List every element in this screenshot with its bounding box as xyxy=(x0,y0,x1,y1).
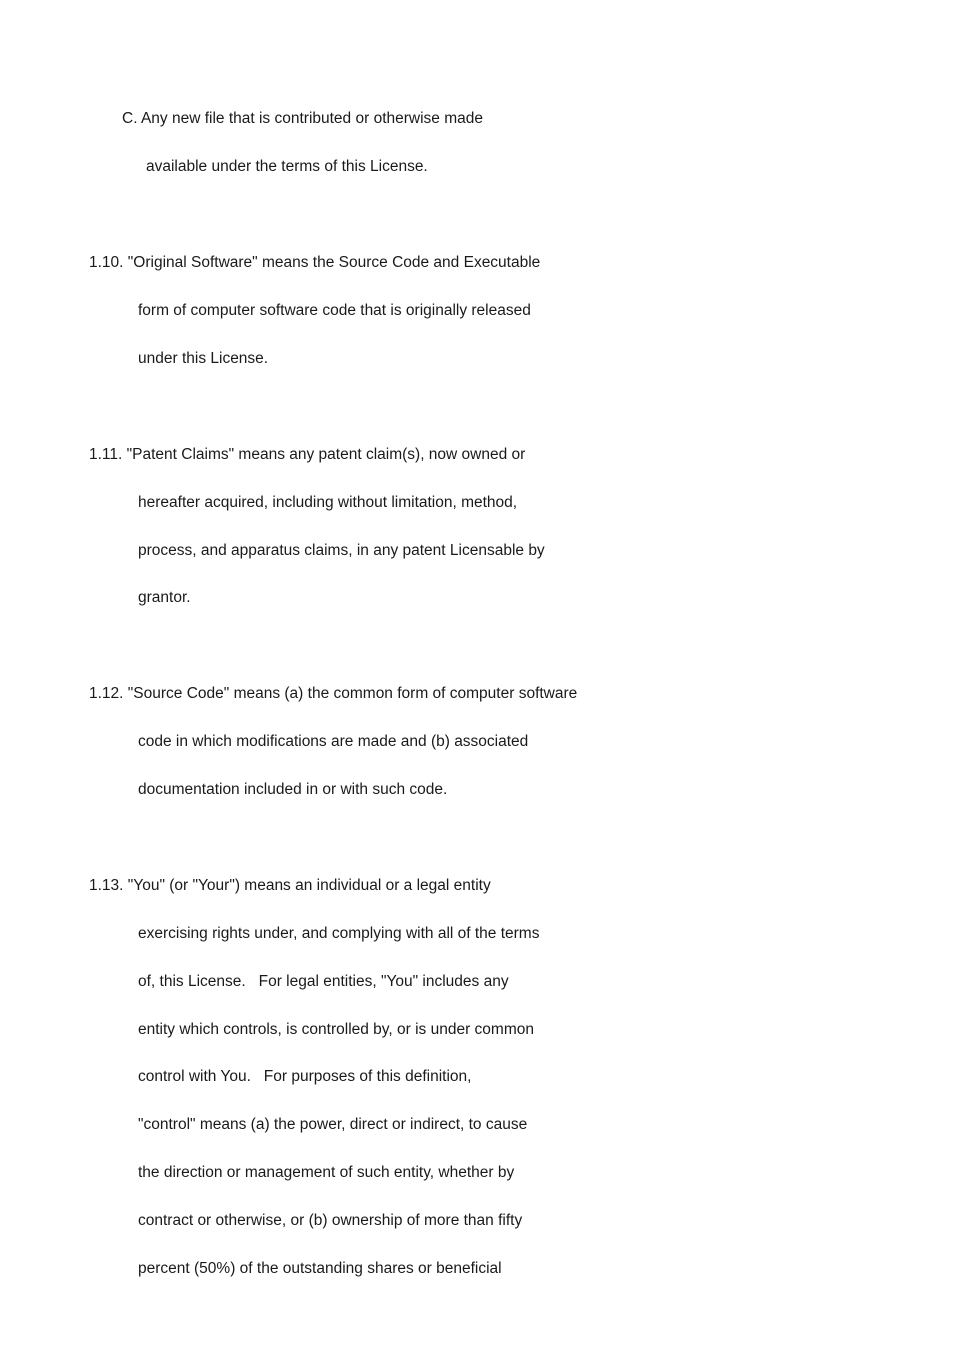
definition-1-13-line-4: entity which controls, is controlled by, or is under common xyxy=(138,1021,534,1038)
definition-1-11-line-1: 1.11. "Patent Claims" means any patent claim(s), now owned or xyxy=(89,446,526,463)
definition-1-12-line-3: documentation included in or with such code. xyxy=(138,781,448,798)
definition-1-13-line-3: of, this License. For legal entities, "You" includes any xyxy=(138,973,509,990)
definition-1-13-line-2: exercising rights under, and complying with all of the terms xyxy=(138,925,540,942)
definition-1-13-line-1: 1.13. "You" (or "Your") means an individual or a legal entity xyxy=(89,877,491,894)
definition-1-13-line-6: "control" means (a) the power, direct or indirect, to cause xyxy=(138,1116,528,1133)
definition-1-10-line-3: under this License. xyxy=(138,350,269,367)
definition-1-13-line-8: contract or otherwise, or (b) ownership of more than fifty xyxy=(138,1212,523,1229)
item-c-line-2: available under the terms of this License. xyxy=(146,158,428,175)
definition-1-11-line-3: process, and apparatus claims, in any patent Licensable by xyxy=(138,542,545,559)
definition-1-11-line-4: grantor. xyxy=(138,589,191,606)
definition-1-11-line-2: hereafter acquired, including without limitation, method, xyxy=(138,494,518,511)
definition-1-13-line-5: control with You. For purposes of this definition, xyxy=(138,1068,472,1085)
item-c-line-1: C. Any new file that is contributed or otherwise made xyxy=(122,110,483,127)
definition-1-12-line-2: code in which modifications are made and (b) associated xyxy=(138,733,529,750)
definition-1-10-line-2: form of computer software code that is originally released xyxy=(138,302,531,319)
definition-1-13-line-9: percent (50%) of the outstanding shares or beneficial xyxy=(138,1260,502,1277)
definition-1-12-line-1: 1.12. "Source Code" means (a) the common form of computer software xyxy=(89,685,578,702)
definition-1-10-line-1: 1.10. "Original Software" means the Source Code and Executable xyxy=(89,254,541,271)
definition-1-13-line-7: the direction or management of such entity, whether by xyxy=(138,1164,515,1181)
